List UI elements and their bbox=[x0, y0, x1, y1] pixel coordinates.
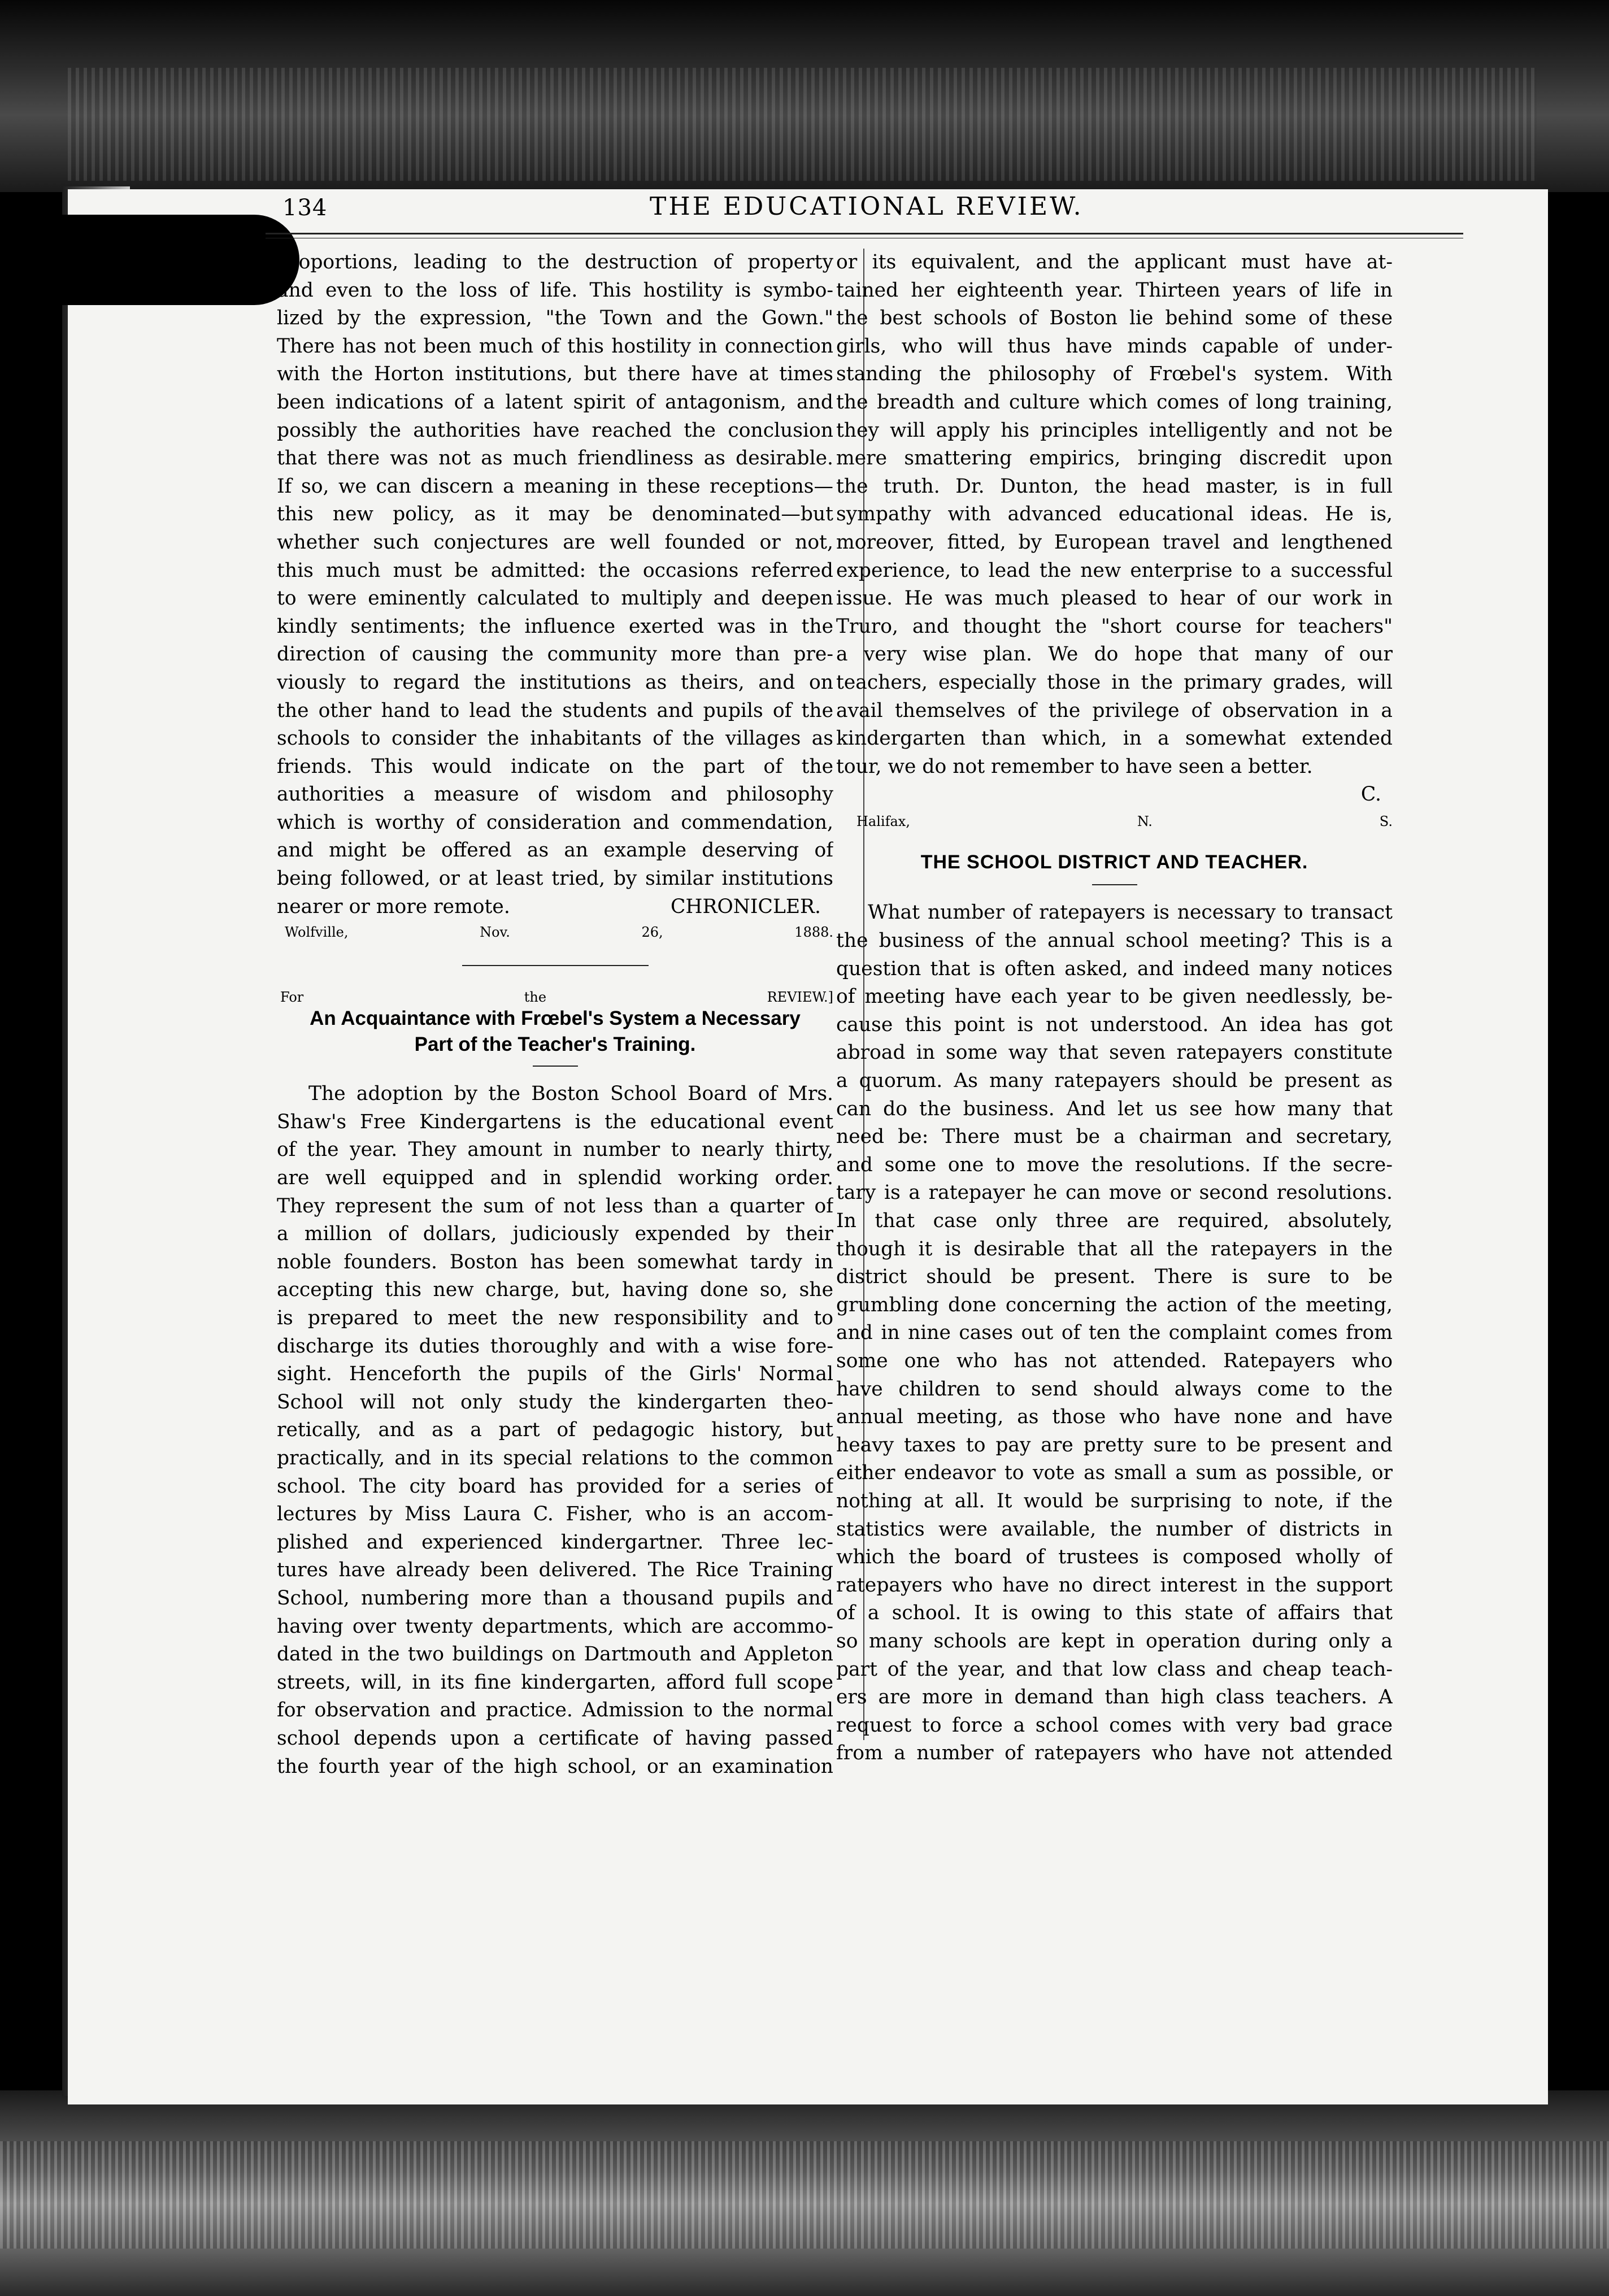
text-line: the truth. Dr. Dunton, the head master, is in full bbox=[836, 475, 1393, 498]
text-line: request to force a school comes with very bad grace bbox=[836, 1714, 1393, 1737]
text-line: of the year. They amount in number to nearly thirty, bbox=[277, 1138, 833, 1162]
text-line: and might be offered as an example deserving of bbox=[277, 839, 833, 862]
text-line: to were eminently calculated to multiply and deepen bbox=[277, 587, 833, 610]
text-line: this new policy, as it may be denominated—but bbox=[277, 503, 833, 526]
text-line: authorities a measure of wisdom and philosophy bbox=[277, 783, 833, 806]
text-line: streets, will, in its fine kindergarten, afford full scope bbox=[277, 1671, 833, 1694]
text-line: school. The city board has provided for a series of bbox=[277, 1475, 833, 1498]
text-line: is prepared to meet the new responsibility and to bbox=[277, 1307, 833, 1329]
headline-rule bbox=[533, 1066, 578, 1067]
text-line: practically, and in its special relations to the common bbox=[277, 1446, 833, 1469]
text-line: tour, we do not remember to have seen a better. bbox=[836, 755, 1313, 778]
text-line: issue. He was much pleased to hear of our work in bbox=[836, 587, 1393, 610]
text-line: grumbling done concerning the action of the meeting, bbox=[836, 1293, 1393, 1316]
text-line: tained her eighteenth year. Thirteen years of life in bbox=[836, 279, 1393, 302]
text-line: the breadth and culture which comes of long training, bbox=[836, 390, 1393, 414]
article-headline bbox=[277, 1006, 833, 1058]
right-column bbox=[836, 249, 1393, 1768]
text-line: standing the philosophy of Frœbel's system. With bbox=[836, 363, 1393, 386]
text-line: are well equipped and in splendid working order. bbox=[277, 1167, 833, 1190]
dateline: Wolfville, Nov. 26, 1888. bbox=[285, 924, 833, 941]
text-line: possibly the authorities have reached the conclusion bbox=[277, 419, 833, 442]
text-line: can do the business. And let us see how many that bbox=[836, 1097, 1393, 1120]
text-line: plished and experienced kindergartner. Three lec- bbox=[277, 1530, 833, 1554]
text-line: dated in the two buildings on Dartmouth and Appleton bbox=[277, 1643, 833, 1666]
text-line: part of the year, and that low class and cheap teach- bbox=[836, 1658, 1393, 1681]
place-line: Halifax, N. S. bbox=[856, 813, 1393, 829]
header-rule bbox=[266, 233, 1463, 238]
text-line: and some one to move the resolutions. If the secre- bbox=[836, 1153, 1393, 1176]
text-line: school depends upon a certificate of having passed bbox=[277, 1727, 833, 1750]
text-line: tures have already been delivered. The Rice Training bbox=[277, 1559, 833, 1582]
section-rule bbox=[1092, 884, 1137, 885]
headline-line: An Acquaintance with Frœbel's System a Necessary bbox=[310, 1007, 801, 1030]
signature: CHRONICLER. bbox=[671, 895, 821, 918]
binder-clip bbox=[62, 215, 299, 305]
text-line: been indications of a latent spirit of antagonism, and bbox=[277, 390, 833, 414]
text-line: that there was not as much friendliness as desirable. bbox=[277, 447, 833, 470]
text-line: If so, we can discern a meaning in these receptions— bbox=[277, 475, 833, 498]
scan-noise bbox=[0, 2141, 1609, 2249]
text-line: viously to regard the institutions as theirs, and on bbox=[277, 671, 833, 694]
continued-article bbox=[277, 249, 833, 893]
text-line: statistics were available, the number of districts in bbox=[836, 1517, 1393, 1541]
text-line: some one who has not attended. Ratepayers who bbox=[836, 1349, 1393, 1372]
text-line: which is worthy of consideration and commendation, bbox=[277, 811, 833, 834]
text-line: School will not only study the kindergarten theo- bbox=[277, 1390, 833, 1414]
text-line: accepting this new charge, but, having done so, she bbox=[277, 1279, 833, 1302]
text-line: Shaw's Free Kindergartens is the educational event bbox=[277, 1110, 833, 1133]
text-line: lized by the expression, "the Town and the Gown." bbox=[277, 307, 833, 330]
text-line: direction of causing the community more than pre- bbox=[277, 643, 833, 666]
running-head: THE EDUCATIONAL REVIEW. bbox=[650, 192, 1084, 221]
closing-line bbox=[836, 753, 1393, 781]
text-line: friends. This would indicate on the part of the bbox=[277, 755, 833, 778]
closing-line: nearer or more remote. bbox=[277, 895, 510, 918]
text-line: a million of dollars, judiciously expended by their bbox=[277, 1223, 833, 1246]
text-line: nothing at all. It would be surprising to note, if the bbox=[836, 1489, 1393, 1512]
text-line: need be: There must be a chairman and secretary, bbox=[836, 1125, 1393, 1149]
scan-border-bottom bbox=[0, 2090, 1609, 2296]
text-line: In that case only three are required, absolutely, bbox=[836, 1210, 1393, 1232]
text-line: ratepayers who have no direct interest in the support bbox=[836, 1573, 1393, 1597]
text-line: whether such conjectures are well founded or not, bbox=[277, 530, 833, 554]
text-line: kindly sentiments; the influence exerted was in the bbox=[277, 615, 833, 638]
text-line: moreover, fitted, by European travel and lengthened bbox=[836, 530, 1393, 554]
text-line: with the Horton institutions, but there have at times bbox=[277, 363, 833, 386]
text-line: or its equivalent, and the applicant must have at- bbox=[836, 251, 1393, 273]
text-line: cause this point is not understood. An idea has got bbox=[836, 1013, 1393, 1036]
text-line: district should be present. There is sure to be bbox=[836, 1266, 1393, 1289]
kicker: For the REVIEW.] bbox=[280, 989, 833, 1006]
headline-line: Part of the Teacher's Training. bbox=[414, 1033, 696, 1056]
text-line: having over twenty departments, which are accommo- bbox=[277, 1615, 833, 1638]
text-line: ers are more in demand than high class teachers. A bbox=[836, 1686, 1393, 1709]
text-line: so many schools are kept in operation during only a bbox=[836, 1629, 1393, 1653]
text-line: question that is often asked, and indeed many notices bbox=[836, 957, 1393, 980]
text-line: retically, and as a part of pedagogic history, but bbox=[277, 1419, 833, 1442]
text-line: girls, who will thus have minds capable of under- bbox=[836, 334, 1393, 358]
text-line: kindergarten than which, in a somewhat extended bbox=[836, 727, 1393, 750]
text-line: for observation and practice. Admission to the normal bbox=[277, 1699, 833, 1722]
text-line: being followed, or at least tried, by similar institutions bbox=[277, 867, 833, 890]
text-line: schools to consider the inhabitants of the villages as bbox=[277, 727, 833, 750]
text-line: and in nine cases out of ten the complaint comes from bbox=[836, 1321, 1393, 1345]
text-line: from a number of ratepayers who have not attended bbox=[836, 1742, 1393, 1765]
divider-rule bbox=[462, 965, 649, 966]
signature-initial: C. bbox=[1360, 783, 1381, 806]
text-line: though it is desirable that all the ratepayers in the bbox=[836, 1237, 1393, 1260]
text-line: a quorum. As many ratepayers should be present as bbox=[836, 1069, 1393, 1093]
text-line: have children to send should always come to the bbox=[836, 1377, 1393, 1401]
scan-border-top bbox=[0, 0, 1609, 192]
text-line: they will apply his principles intelligently and not be bbox=[836, 419, 1393, 442]
text-line: sympathy with advanced educational ideas. He is, bbox=[836, 503, 1393, 526]
text-line: avail themselves of the privilege of observation in a bbox=[836, 699, 1393, 722]
article-body bbox=[277, 1080, 833, 1781]
text-line: tary is a ratepayer he can move or second resolutions. bbox=[836, 1181, 1393, 1204]
text-line: heavy taxes to pay are pretty sure to be present and bbox=[836, 1433, 1393, 1456]
text-line: experience, to lead the new enterprise to a successful bbox=[836, 559, 1393, 582]
continued-article bbox=[836, 249, 1393, 753]
text-line: noble founders. Boston has been somewhat tardy in bbox=[277, 1250, 833, 1273]
text-line: the other hand to lead the students and pupils of the bbox=[277, 699, 833, 722]
page-number: 134 bbox=[282, 195, 328, 221]
text-line: and even to the loss of life. This hostility is symbo- bbox=[277, 279, 833, 302]
text-line: teachers, especially those in the primary grades, will bbox=[836, 671, 1393, 694]
article-body bbox=[836, 899, 1393, 1767]
text-line: of a school. It is owing to this state of affairs that bbox=[836, 1602, 1393, 1625]
text-line: the best schools of Boston lie behind some of these bbox=[836, 307, 1393, 330]
scan-noise bbox=[68, 68, 1537, 181]
text-line: the business of the annual school meeting? This is a bbox=[836, 929, 1393, 953]
text-line: abroad in some way that seven ratepayers constitute bbox=[836, 1041, 1393, 1064]
text-line: a very wise plan. We do hope that many of our bbox=[836, 643, 1393, 666]
text-line: School, numbering more than a thousand pupils and bbox=[277, 1586, 833, 1610]
text-line: which the board of trustees is composed wholly of bbox=[836, 1546, 1393, 1569]
left-column bbox=[277, 249, 833, 1781]
text-line: annual meeting, as those who have none and have bbox=[836, 1406, 1393, 1429]
text-line: What number of ratepayers is necessary to transact bbox=[868, 901, 1393, 924]
text-line: The adoption by the Boston School Board of Mrs. bbox=[308, 1082, 833, 1106]
text-line: of meeting have each year to be given needlessly, be- bbox=[836, 985, 1393, 1008]
text-line: Truro, and thought the "short course for teachers" bbox=[836, 615, 1393, 638]
text-line: the fourth year of the high school, or an examination bbox=[277, 1755, 833, 1778]
signature-line bbox=[277, 893, 833, 921]
text-line: lectures by Miss Laura C. Fisher, who is an accom- bbox=[277, 1503, 833, 1526]
text-line: discharge its duties thoroughly and with a wise fore- bbox=[277, 1334, 833, 1358]
text-line: There has not been much of this hostility in connection bbox=[277, 334, 833, 358]
text-line: mere smattering empirics, bringing discredit upon bbox=[836, 447, 1393, 470]
text-line: They represent the sum of not less than a quarter of bbox=[277, 1194, 833, 1217]
text-line: either endeavor to vote as small a sum as possible, or bbox=[836, 1462, 1393, 1485]
text-line: sight. Henceforth the pupils of the Girls' Normal bbox=[277, 1363, 833, 1386]
text-line: proportions, leading to the destruction of property bbox=[277, 251, 833, 273]
section-title: THE SCHOOL DISTRICT AND TEACHER. bbox=[920, 851, 1308, 873]
text-line: this much must be admitted: the occasions referred bbox=[277, 559, 833, 582]
